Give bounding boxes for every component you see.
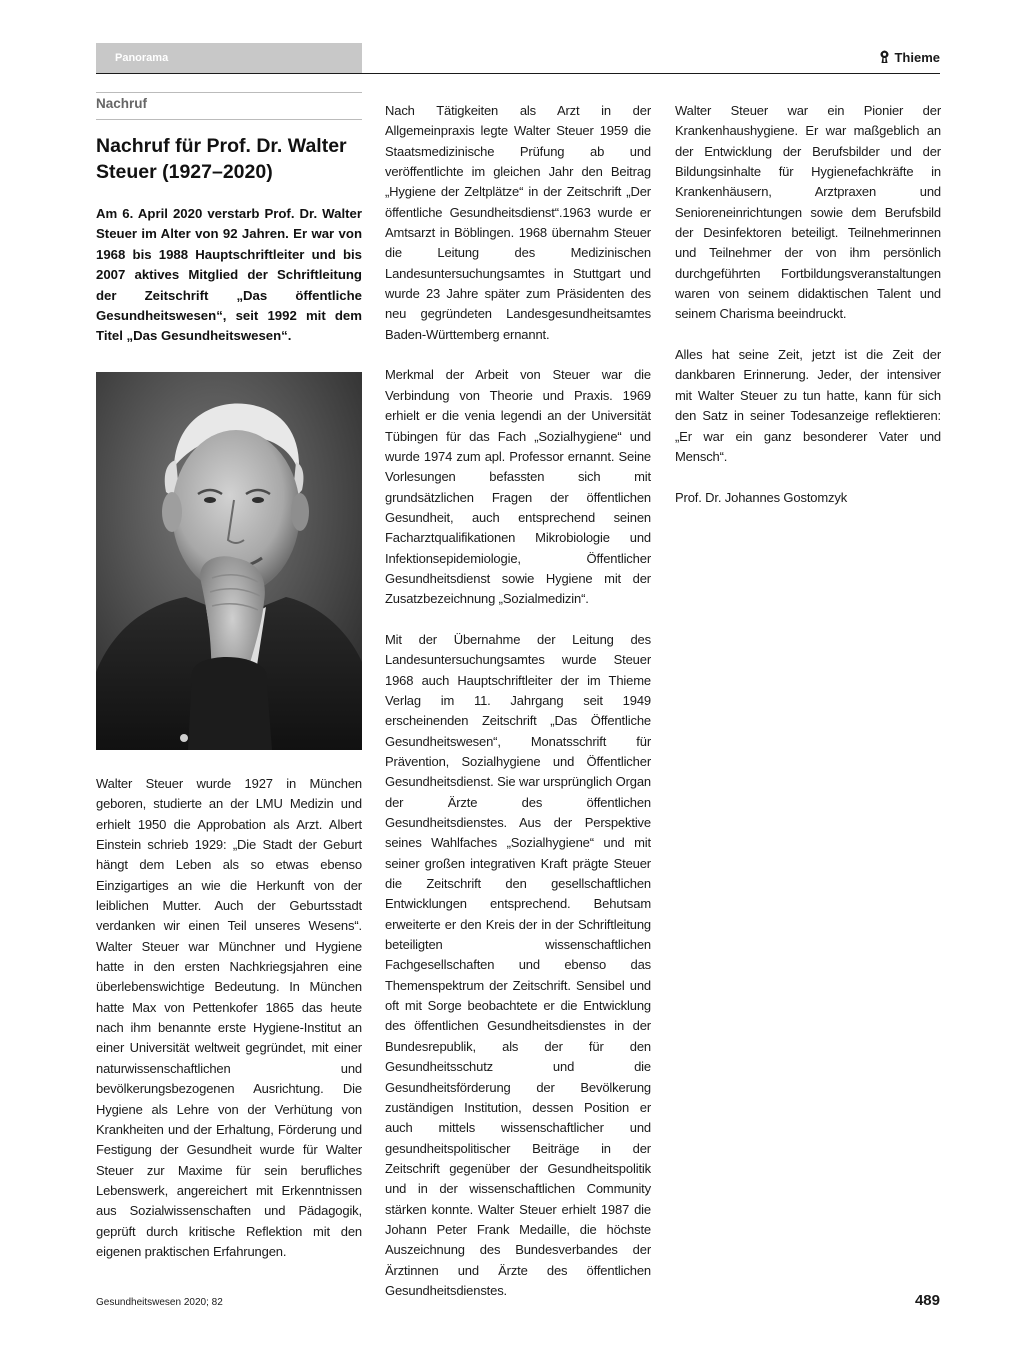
paragraph: Walter Steuer war ein Pionier der Krankenhaushygiene. Er war maßgeblich an der Entwicklung der Berufsbilder und der Bildungsinhalte für Hygienefachkräfte in Krankenhäusern, Arztpraxen und Senioreneinrichtungen sowie dem Berufsbild der Desinfektoren beteiligt. Teilnehmerinnen und Teilnehmer der von ihm persönlich durchgeführten Fortbildungsveranstaltungen waren von seinem didaktischen Talent und seinem Charisma beeindruckt. — [675, 103, 941, 322]
text-column-2 — [385, 101, 651, 1322]
rubric: Nachruf — [96, 96, 148, 111]
paragraph: Nach Tätigkeiten als Arzt in der Allgemeinpraxis legte Walter Steuer 1959 die Staatsmedizinische Prüfung ab und veröffentlichte im gleichen Jahr den Beitrag „Hygiene der Zeltplätze“ in der Zeitschrift „Der öffentliche Gesundheitsdienst“.1963 wurde er Amtsarzt in Böblingen. 1968 übernahm Steuer die Leitung des Medizinischen Landesuntersuchungsamtes in Stuttgart und wurde 23 Jahre später zum Präsidenten des neu gegründeten Landesgesundheitsamtes Baden-Württemberg ernannt. — [385, 103, 651, 342]
text-column-1 — [96, 774, 362, 1283]
paragraph: Merkmal der Arbeit von Steuer war die Verbindung von Theorie und Praxis. 1969 erhielt er die venia legendi an der Universität Tübingen für das Fach „Sozialhygiene“ und wurde 1974 zum apl. Professor ernannt. Seine Vorlesungen befassten sich mit grundsätzlichen Fragen der öffentlichen Gesundheit, auch entsprechend seinen Facharztqualifikationen Mikrobiologie und Infektionsepidemiologie, Öffentlicher Gesundheitsdienst sowie Hygiene mit der Zusatzbezeichnung „Sozialmedizin“. — [385, 367, 651, 607]
article-lead: Am 6. April 2020 verstarb Prof. Dr. Walter Steuer im Alter von 92 Jahren. Er war von 1968 bis 1988 Hauptschriftleiter und bis 2007 aktives Mitglied der Schriftleitung der Zeitschrift „Das öffentliche Gesundheitswesen“, seit 1992 mit dem Titel „Das Gesundheitswesen“. — [96, 206, 362, 344]
journal-citation: Gesundheitswesen 2020; 82 — [96, 1297, 223, 1308]
thieme-logo-icon — [879, 50, 890, 64]
page-number: 489 — [914, 1292, 940, 1309]
header-rule — [96, 73, 940, 74]
rubric-rule-top — [96, 92, 362, 93]
paragraph: Alles hat seine Zeit, jetzt ist die Zeit der dankbaren Erinnerung. Jeder, der intensiver mit Walter Steuer zu tun hatte, kann für sich den Satz in seiner Todesanzeige reflektieren: „Er war ein ganz besonderer Vater und Mensch“. — [675, 347, 941, 464]
portrait-photo — [96, 372, 362, 750]
section-label: Panorama — [96, 43, 362, 73]
text-column-3 — [675, 101, 941, 528]
article-title: Nachruf für Prof. Dr. Walter Steuer (1927–2020) — [96, 135, 347, 183]
author-signature: Prof. Dr. Johannes Gostomzyk — [675, 489, 848, 505]
publisher-name: Thieme — [894, 49, 940, 65]
paragraph: Walter Steuer wurde 1927 in München geboren, studierte an der LMU Medizin und erhielt 1950 die Approbation als Arzt. Albert Einstein schrieb 1929: „Die Stadt der Geburt hängt dem Leben als so etwas ebenso Einzigartiges an wie die Herkunft von der leiblichen Mutter. Auch der Geburtsstadt verdanken wir einen Teil unseres Wesens“. Walter Steuer war Münchner und Hygiene hatte in den ersten Nachkriegsjahren eine überlebenswichtige Bedeutung. In München hatte Max von Pettenkofer 1865 das heute nach ihm benannte erste Hygiene-Institut an einer Universität weltweit gegründet, mit einer naturwissenschaftlichen und bevölkerungsbezogenen Ausrichtung. Die Hygiene als Lehre von der Verhütung von Krankheiten und der Erhaltung, Förderung und Festigung der Gesundheit wurde für Walter Steuer zur Maxime für sein berufliches Lebenswerk, angereichert mit Erkenntnissen aus Sozialwissenschaften und Pädagogik, geprüft durch kritische Reflektion mit den eigenen praktischen Erfahrungen. — [96, 776, 362, 1259]
rubric-rule-bottom — [96, 119, 362, 120]
publisher-brand — [879, 48, 940, 66]
paragraph: Mit der Übernahme der Leitung des Landesuntersuchungsamtes wurde Steuer 1968 auch Hauptschriftleiter der im Thieme Verlag im 11. Jahrgang seit 1949 erscheinenden Zeitschrift „Das Öffentliche Gesundheitswesen“, Monatsschrift für Prävention, Sozialhygiene und Öffentlicher Gesundheitsdienst. Sie war ursprünglich Organ der Ärzte des öffentlichen Gesundheitsdienstes. Aus der Perspektive seines Wahlfaches „Sozialhygiene“ und mit seiner großen integrativen Kraft prägte Steuer die Zeitschrift den gesellschaftlichen Entwicklungen entsprechend. Behutsam erweiterte er den Kreis der in der Schriftleitung beteiligten wissenschaftlichen Fachgesellschaften und ebenso das Themenspektrum der Zeitschrift. Sensibel und oft mit Sorge beobachtete er die Entwicklung des öffentlichen Gesundheitsdienstes in der Bundesrepublik, als der für den Gesundheitsschutz und die Gesundheitsförderung der Bevölkerung zuständigen Institution, dessen Position er auch mittels wissenschaftlicher und gesundheitspolitischer Beiträge in der Zeitschrift gegenüber der Gesundheitspolitik und in der wissenschaftlichen Community stärken konnte. Walter Steuer erhielt 1987 die Johann Peter Frank Medaille, die höchste Auszeichnung des Bundesverbandes der Ärztinnen und Ärzte des öffentlichen Gesundheitsdienstes. — [385, 631, 651, 1298]
